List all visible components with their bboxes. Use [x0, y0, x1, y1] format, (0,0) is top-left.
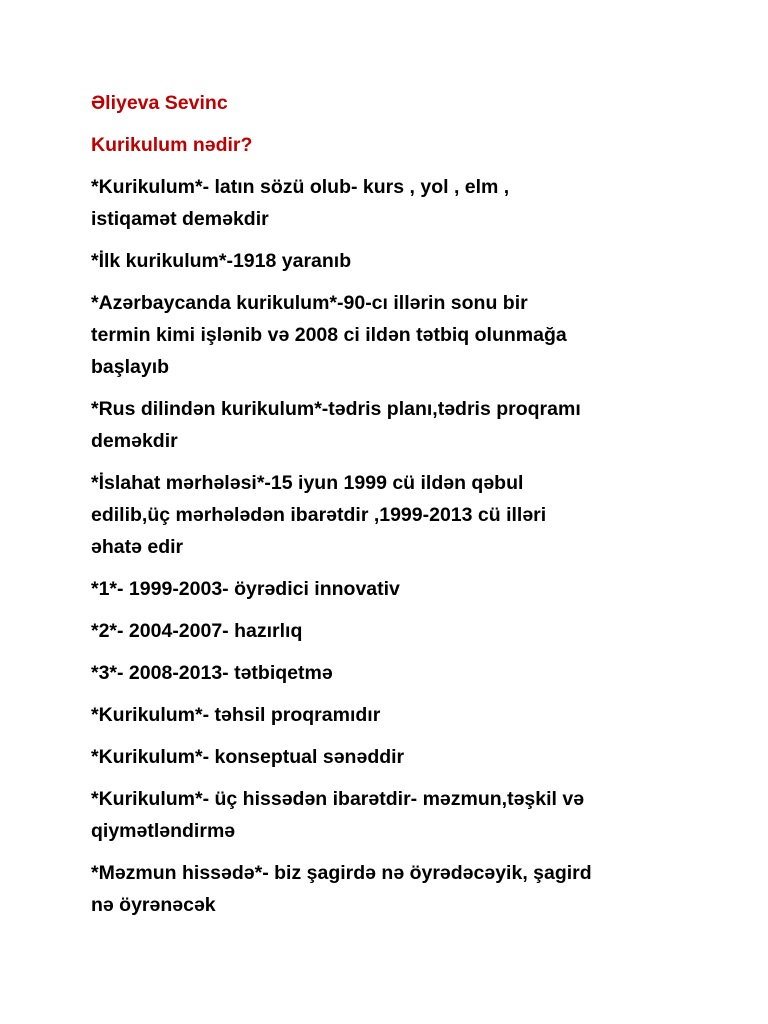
- paragraph-2: [91, 245, 711, 277]
- paragraph-line: *1*- 1999-2003- öyrədici innovativ: [91, 578, 400, 600]
- paragraph-line: əhatə edir: [91, 536, 184, 558]
- paragraph-line: nə öyrənəcək: [91, 894, 216, 916]
- paragraph-3: [91, 287, 711, 383]
- paragraph-4: [91, 393, 711, 457]
- paragraph-line: başlayıb: [91, 356, 170, 378]
- paragraph-line: *Azərbaycanda kurikulum*-90-cı illərin sonu bir: [91, 292, 528, 314]
- paragraph-6: [91, 573, 711, 605]
- paragraph-5: [91, 467, 711, 563]
- paragraph-10: [91, 741, 711, 773]
- paragraph-line: termin kimi işlənib və 2008 ci ildən tətbiq olunmağa: [91, 324, 567, 346]
- document-page: [91, 87, 711, 931]
- paragraph-line: *İlk kurikulum*-1918 yaranıb: [91, 250, 352, 272]
- paragraph-line: *2*- 2004-2007- hazırlıq: [91, 620, 303, 642]
- paragraph-line: *Kurikulum*- üç hissədən ibarətdir- məzmun,təşkil və: [91, 788, 585, 810]
- paragraph-line: *Kurikulum*- latın sözü olub- kurs , yol , elm ,: [91, 176, 510, 198]
- paragraph-line: *Rus dilindən kurikulum*-tədris planı,tədris proqramı: [91, 398, 581, 420]
- document-heading: Kurikulum nədir?: [91, 134, 253, 156]
- paragraph-line: *Kurikulum*- konseptual sənəddir: [91, 746, 405, 768]
- paragraph-11: [91, 783, 711, 847]
- paragraph-line: *Kurikulum*- təhsil proqramıdır: [91, 704, 381, 726]
- paragraph-line: edilib,üç mərhələdən ibarətdir ,1999-2013 cü illəri: [91, 504, 547, 526]
- paragraph-line: istiqamət deməkdir: [91, 208, 269, 230]
- paragraph-line: *İslahat mərhələsi*-15 iyun 1999 cü ildən qəbul: [91, 472, 524, 494]
- paragraph-line: *Məzmun hissədə*- biz şagirdə nə öyrədəcəyik, şagird: [91, 862, 592, 884]
- paragraph-line: deməkdir: [91, 430, 178, 452]
- paragraph-12: [91, 857, 711, 921]
- paragraph-1: [91, 171, 711, 235]
- paragraph-7: [91, 615, 711, 647]
- paragraph-9: [91, 699, 711, 731]
- paragraph-8: [91, 657, 711, 689]
- paragraph-line: *3*- 2008-2013- tətbiqetmə: [91, 662, 333, 684]
- paragraph-line: qiymətləndirmə: [91, 820, 236, 842]
- author-name: Əliyeva Sevinc: [91, 92, 228, 114]
